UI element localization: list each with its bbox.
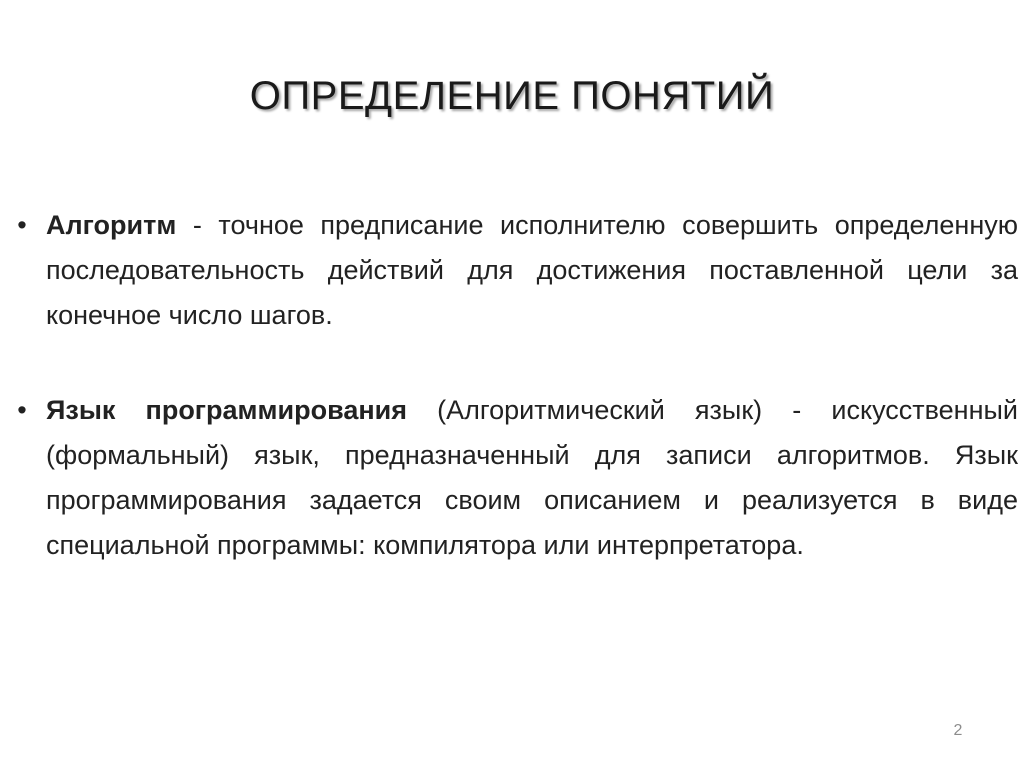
definition-text: (Алгоритмический язык) - искусственный (формальный) язык, предназначенный для записи алгоритмов. Язык программирования задается своим описанием и реализуется в виде специальной программы: компилятора или интерпретатора. bbox=[46, 395, 1018, 560]
definition-list bbox=[10, 203, 1018, 568]
definition-text: - точное предписание исполнителю совершить определенную последовательность действий для достижения поставленной цели за конечное число шагов. bbox=[46, 210, 1018, 330]
definition-item-programming-language bbox=[10, 388, 1018, 568]
slide-title: ОПРЕДЕЛЕНИЕ ПОНЯТИЙ bbox=[249, 74, 775, 118]
page-number: 2 bbox=[953, 722, 963, 739]
definition-term: Алгоритм bbox=[46, 210, 177, 240]
definition-term: Язык программирования bbox=[46, 395, 408, 425]
definition-item-algorithm bbox=[10, 203, 1018, 338]
bullet-icon: • bbox=[17, 395, 27, 425]
bullet-icon: • bbox=[17, 210, 27, 240]
